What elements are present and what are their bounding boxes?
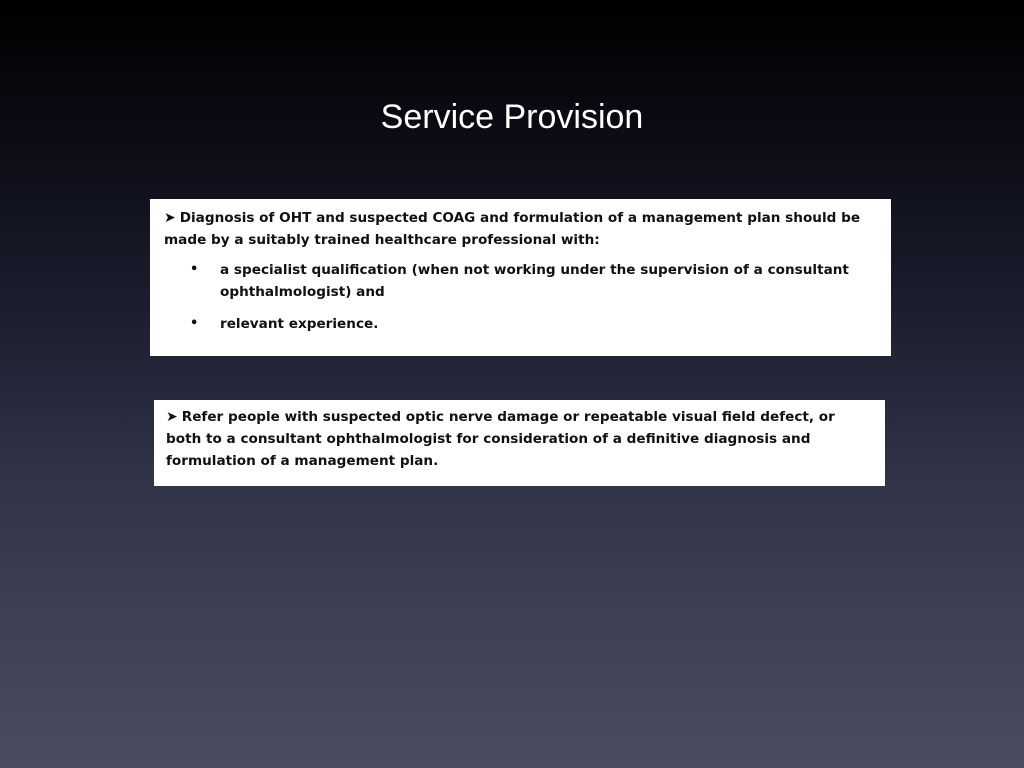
bullet-dot-icon: • [190,262,199,277]
arrow-bullet-icon: ➤ [166,409,178,425]
qualification-list [164,259,877,335]
recommendation-lead: Refer people with suspected optic nerve damage or repeatable visual field defect, or both to a consultant ophthalmologist for consideration of a definitive diagnosis and formulation of a management plan. [166,409,835,469]
arrow-bullet-icon: ➤ [164,210,176,226]
list-item-text: a specialist qualification (when not working under the supervision of a consultant ophthalmologist) and [220,262,849,300]
recommendation-box-referral [154,400,885,486]
slide-title: Service Provision [380,98,644,136]
bullet-dot-icon: • [190,316,199,331]
recommendation-lead: Diagnosis of OHT and suspected COAG and formulation of a management plan should be made by a suitably trained healthcare professional with: [164,210,861,248]
recommendation-box-diagnosis [150,199,891,356]
list-item [164,259,877,303]
list-item-text: relevant experience. [220,316,379,332]
recommendation-text [166,406,873,472]
recommendation-text [164,207,877,251]
list-item [164,313,877,335]
